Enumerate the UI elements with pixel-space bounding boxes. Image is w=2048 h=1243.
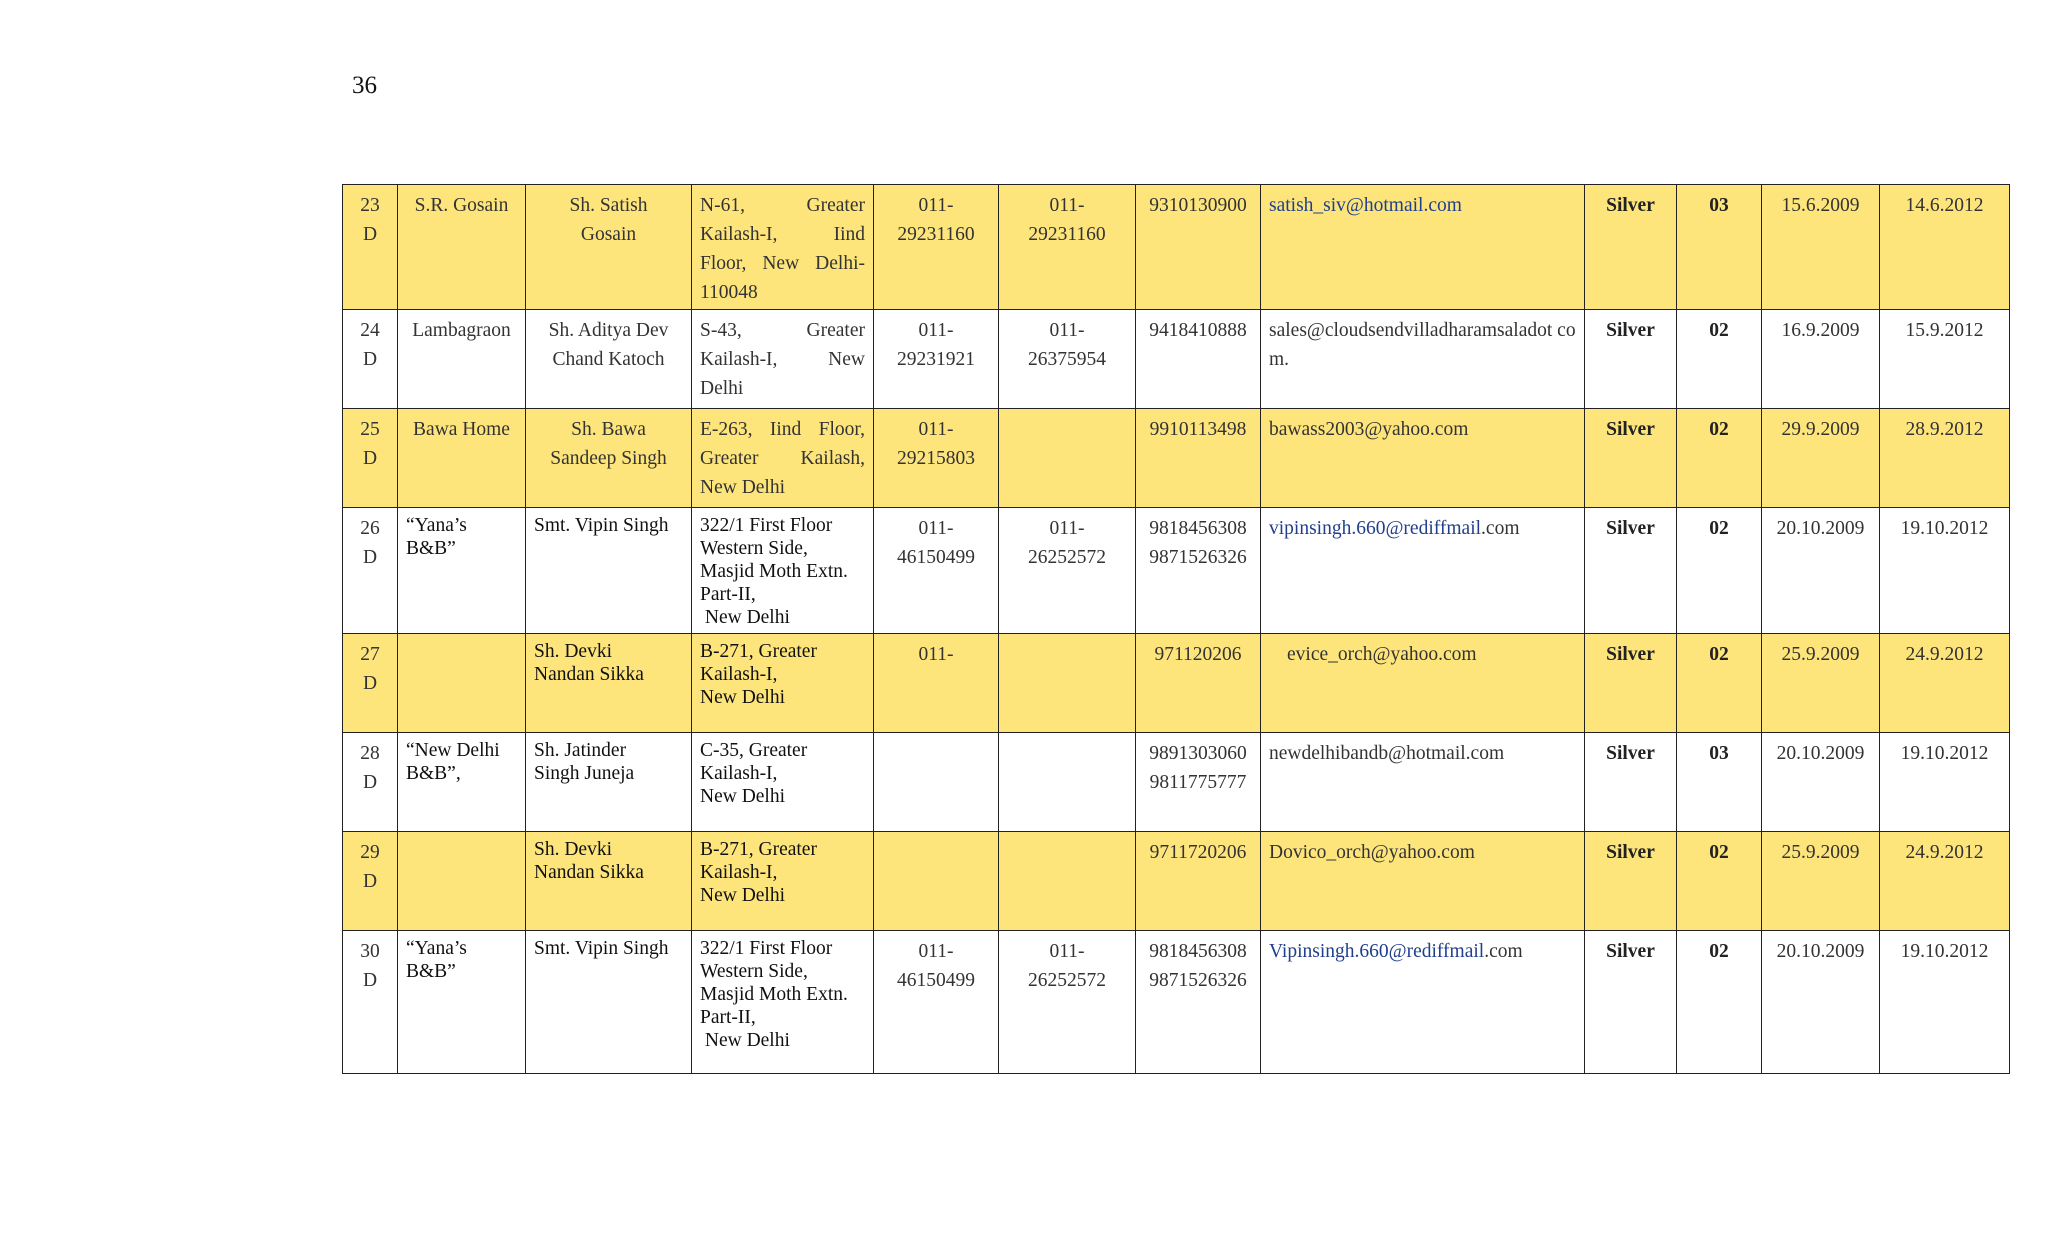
table-row [343,508,2010,634]
rooms-cell: 03 [1677,733,1762,832]
valid-to-cell: 19.10.2012 [1880,733,2010,832]
email-cell[interactable]: Dovico_orch@yahoo.com [1261,832,1585,931]
mobile-cell: 9910113498 [1136,409,1261,508]
fax-cell [999,409,1136,508]
fax-cell [999,634,1136,733]
phone-cell: 011- [874,634,999,733]
owner-cell: Sh. Bawa Sandeep Singh [526,409,692,508]
serial-cell: 23 D [343,185,398,310]
owner-cell: Smt. Vipin Singh [526,508,692,634]
table-row [343,832,2010,931]
rooms-cell: 02 [1677,832,1762,931]
email-cell[interactable]: satish_siv@hotmail.com [1261,185,1585,310]
serial-cell: 28 D [343,733,398,832]
mobile-cell: 9418410888 [1136,310,1261,409]
mobile-cell: 9891303060 9811775777 [1136,733,1261,832]
unit-name-cell: S.R. Gosain [398,185,526,310]
fax-cell: 011- 26252572 [999,931,1136,1074]
table-row [343,185,2010,310]
rooms-cell: 02 [1677,310,1762,409]
owner-cell: Smt. Vipin Singh [526,931,692,1074]
unit-name-cell: Lambagraon [398,310,526,409]
valid-to-cell: 15.9.2012 [1880,310,2010,409]
category-cell: Silver [1585,508,1677,634]
valid-from-cell: 16.9.2009 [1762,310,1880,409]
address-cell: 322/1 First Floor Western Side, Masjid Moth Extn. Part-II, New Delhi [692,508,874,634]
address-cell: B-271, Greater Kailash-I, New Delhi [692,634,874,733]
phone-cell: 011- 29231921 [874,310,999,409]
mobile-cell: 9310130900 [1136,185,1261,310]
mobile-cell: 9818456308 9871526326 [1136,508,1261,634]
valid-from-cell: 29.9.2009 [1762,409,1880,508]
fax-cell [999,733,1136,832]
mobile-cell: 971120206 [1136,634,1261,733]
fax-cell [999,832,1136,931]
address-cell: E-263, Iind Floor, Greater Kailash, New Delhi [692,409,874,508]
phone-cell: 011- 29231160 [874,185,999,310]
mobile-cell: 9711720206 [1136,832,1261,931]
unit-name-cell: “Yana’s B&B” [398,508,526,634]
valid-to-cell: 24.9.2012 [1880,832,2010,931]
phone-cell [874,832,999,931]
owner-cell: Sh. Devki Nandan Sikka [526,634,692,733]
unit-name-cell [398,832,526,931]
email-cell[interactable]: vipinsingh.660@rediffmail.com [1261,508,1585,634]
fax-cell: 011- 26375954 [999,310,1136,409]
fax-cell: 011- 26252572 [999,508,1136,634]
unit-name-cell [398,634,526,733]
valid-from-cell: 20.10.2009 [1762,733,1880,832]
address-cell: B-271, Greater Kailash-I, New Delhi [692,832,874,931]
phone-cell [874,733,999,832]
valid-to-cell: 14.6.2012 [1880,185,2010,310]
category-cell: Silver [1585,185,1677,310]
table-row [343,310,2010,409]
rooms-cell: 02 [1677,931,1762,1074]
page-number: 36 [352,72,377,99]
valid-from-cell: 25.9.2009 [1762,832,1880,931]
unit-name-cell: “Yana’s B&B” [398,931,526,1074]
phone-cell: 011- 46150499 [874,931,999,1074]
table-row [343,409,2010,508]
fax-cell: 011- 29231160 [999,185,1136,310]
email-cell[interactable]: newdelhibandb@hotmail.com [1261,733,1585,832]
unit-name-cell: “New Delhi B&B”, [398,733,526,832]
email-cell[interactable]: evice_orch@yahoo.com [1261,634,1585,733]
serial-cell: 27 D [343,634,398,733]
unit-name-cell: Bawa Home [398,409,526,508]
serial-cell: 24 D [343,310,398,409]
email-cell[interactable]: bawass2003@yahoo.com [1261,409,1585,508]
valid-from-cell: 20.10.2009 [1762,931,1880,1074]
serial-cell: 25 D [343,409,398,508]
valid-from-cell: 15.6.2009 [1762,185,1880,310]
bnb-registration-table [342,184,2010,1074]
valid-to-cell: 19.10.2012 [1880,508,2010,634]
serial-cell: 29 D [343,832,398,931]
rooms-cell: 02 [1677,409,1762,508]
valid-from-cell: 20.10.2009 [1762,508,1880,634]
email-cell[interactable]: sales@cloudsendvilladharamsaladot com. [1261,310,1585,409]
table-row [343,733,2010,832]
valid-to-cell: 24.9.2012 [1880,634,2010,733]
address-cell: 322/1 First Floor Western Side, Masjid Moth Extn. Part-II, New Delhi [692,931,874,1074]
table-row [343,931,2010,1074]
valid-to-cell: 28.9.2012 [1880,409,2010,508]
category-cell: Silver [1585,931,1677,1074]
category-cell: Silver [1585,733,1677,832]
phone-cell: 011- 29215803 [874,409,999,508]
category-cell: Silver [1585,634,1677,733]
owner-cell: Sh. Devki Nandan Sikka [526,832,692,931]
category-cell: Silver [1585,310,1677,409]
owner-cell: Sh. Aditya Dev Chand Katoch [526,310,692,409]
address-cell: N-61, Greater Kailash-I, Iind Floor, New Delhi- 110048 [692,185,874,310]
rooms-cell: 02 [1677,508,1762,634]
mobile-cell: 9818456308 9871526326 [1136,931,1261,1074]
rooms-cell: 03 [1677,185,1762,310]
phone-cell: 011- 46150499 [874,508,999,634]
address-cell: S-43, Greater Kailash-I, New Delhi [692,310,874,409]
email-cell[interactable]: Vipinsingh.660@rediffmail.com [1261,931,1585,1074]
rooms-cell: 02 [1677,634,1762,733]
valid-to-cell: 19.10.2012 [1880,931,2010,1074]
category-cell: Silver [1585,832,1677,931]
owner-cell: Sh. Satish Gosain [526,185,692,310]
address-cell: C-35, Greater Kailash-I, New Delhi [692,733,874,832]
table-row [343,634,2010,733]
serial-cell: 30 D [343,931,398,1074]
serial-cell: 26 D [343,508,398,634]
category-cell: Silver [1585,409,1677,508]
valid-from-cell: 25.9.2009 [1762,634,1880,733]
owner-cell: Sh. Jatinder Singh Juneja [526,733,692,832]
